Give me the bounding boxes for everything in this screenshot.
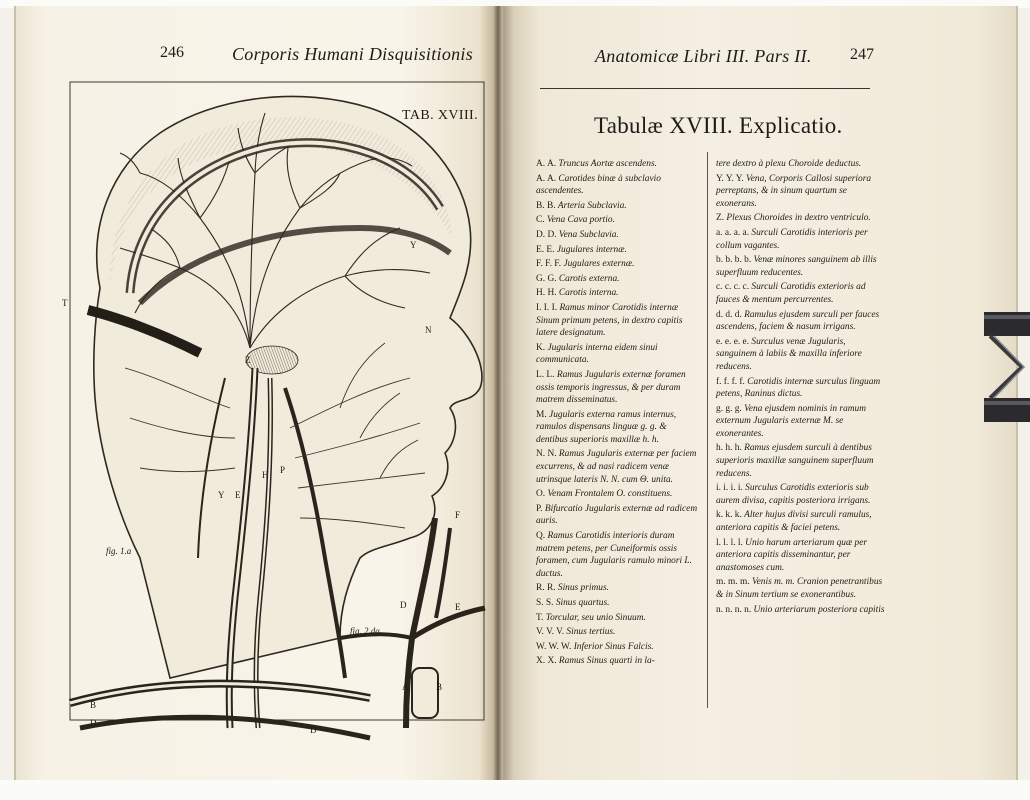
legend-entry-text: Ramus Sinus quarti in la- [558, 656, 655, 667]
legend-entry [716, 309, 888, 334]
legend-entry [536, 448, 700, 486]
figure-two-label: fig. 2.da [350, 626, 380, 636]
legend-entry-text: Jugulares externæ. [563, 259, 635, 270]
legend-right-column [716, 158, 888, 618]
legend-entry-text: Jugularis externa ramus internus, ramulos dispensans linguæ g. g. & dentibus superioris maxillæ h. h. [536, 409, 677, 445]
svg-text:Y: Y [410, 240, 417, 250]
legend-entry-text: Surculus Carotidis exterioris sub aurem divisa, capitis posteriora irrigans. [716, 483, 871, 506]
legend-entry-key: T. [536, 612, 544, 623]
legend-entry-text: Arteria Subclavia. [557, 200, 627, 211]
legend-left-column [536, 158, 700, 670]
legend-entry [716, 281, 888, 306]
svg-text:T: T [62, 298, 68, 308]
legend-entry [716, 336, 888, 374]
svg-text:D: D [400, 600, 407, 610]
legend-entry-text: Bifurcatio Jugularis externæ ad radicem auris. [536, 503, 698, 527]
legend-entry-key: M. [536, 409, 547, 420]
legend-entry [716, 227, 888, 252]
legend-entry-key: E. E. [536, 244, 555, 255]
legend-entry-key: S. S. [536, 598, 554, 608]
legend-entry-key: P. [536, 503, 543, 514]
legend-entry-text: Venis m. m. Cranion penetrantibus & in Sinum tertium se exonerantibus. [716, 577, 883, 600]
legend-entry [536, 214, 700, 227]
legend-entry-text: Carotis interna. [558, 288, 619, 299]
legend-entry-text: Ramus Carotidis interioris duram matrem petens, per Cuneiformis ossis foramen, cum Jugularis ramulo minori L. ductus. [536, 531, 692, 579]
legend-entry-text: Torcular, seu unio Sinuum. [545, 612, 646, 623]
legend-entry-text: Ramus ejusdem surculi à dentibus superioris maxillæ sanguinem superfluum reducens. [716, 443, 874, 479]
binder-clip [984, 312, 1030, 422]
legend-entry [716, 376, 888, 401]
legend-entry-key: i. i. i. i. [716, 483, 743, 494]
book-gutter [493, 6, 503, 796]
legend-entry-key: F. F. F. [536, 259, 562, 270]
legend-entry-text: Vena, Corporis Callosi superiora perreptans, & in sinum quartum se exonerans. [716, 173, 872, 209]
legend-entry-text: Ramus minor Carotidis internæ Sinum primum petens, in dextro capitis latere designatum. [536, 302, 683, 339]
svg-text:H: H [262, 470, 269, 480]
legend-entry-text: Unio arteriarum posteriora capitis [753, 604, 885, 615]
legend-entry [536, 369, 700, 407]
legend-entry-text: Venæ minores sanguinem ab illis superfluum reducentes. [716, 255, 877, 278]
svg-text:B: B [90, 700, 97, 710]
legend-entry-text: Plexus Choroides in dextro ventriculo. [726, 213, 871, 224]
legend-entry [536, 582, 700, 595]
legend-entry-key: b. b. b. b. [716, 255, 752, 266]
legend-entry [536, 342, 700, 367]
legend-entry-key: O. [536, 489, 546, 500]
legend-entry-key: a. a. a. a. [716, 227, 750, 238]
legend-entry-text: Sinus primus. [557, 583, 609, 594]
legend-entry [536, 626, 700, 639]
legend-entry-text: Carotides binæ à subclavio ascendentes. [536, 173, 661, 197]
svg-text:E: E [235, 490, 241, 500]
legend-entry [536, 409, 700, 447]
legend-entry [716, 482, 888, 507]
legend-entry [536, 273, 700, 286]
legend-entry-key: l. l. l. l. [716, 537, 743, 548]
legend-entry-key: K. [536, 342, 546, 353]
left-page-number: 246 [160, 44, 184, 61]
legend-entry [536, 612, 700, 625]
legend-entry [716, 173, 888, 211]
legend-entry-text: Jugularis interna eidem sinui communicata. [536, 342, 658, 366]
legend-entry-key: D. D. [536, 229, 557, 240]
legend-entry-key: X. X. [536, 656, 557, 667]
legend-entry [536, 244, 700, 257]
legend-entry-text: Unio harum arteriarum quæ per anteriora capitis disseminantur, per anastomoses cum. [716, 537, 868, 573]
legend-entry-text: Carotis externa. [558, 273, 620, 284]
legend-entry-key: A. A. [536, 173, 557, 184]
legend-entry-text: Surculi Carotidis interioris per collum vagantes. [716, 227, 868, 251]
legend-entry-key: Y. Y. Y. [716, 173, 744, 184]
legend-entry-text: Sinus tertius. [566, 627, 616, 638]
figure-one-label: fig. 1.a [106, 546, 132, 556]
legend-entry-key: e. e. e. e. [716, 336, 750, 347]
figure-two-trunk [412, 668, 438, 718]
plate-label: TAB. XVIII. [402, 108, 478, 123]
svg-text:Z: Z [245, 355, 251, 365]
legend-entry-key: B. B. [536, 200, 556, 211]
legend-entry-key: h. h. h. [716, 443, 742, 454]
legend-entry-key: f. f. f. f. [716, 376, 745, 387]
right-page-number: 247 [850, 46, 874, 63]
legend-entry-text: Vena Subclavia. [558, 229, 619, 240]
legend-entry-text: Ramus Jugularis externæ foramen ossis temporis ingressus, & per duram matrem disseminatus. [536, 369, 686, 406]
legend-entry [536, 287, 700, 300]
svg-text:E: E [455, 602, 461, 612]
legend-entry [716, 254, 888, 279]
legend-entry [536, 530, 700, 580]
legend-entry [536, 488, 700, 501]
legend-entry-key: N. N. [536, 449, 557, 460]
legend-entry [536, 200, 700, 213]
legend-entry [536, 655, 700, 668]
legend-entry-text: Surculi Carotidis exterioris ad fauces & mentum percurrentes. [716, 282, 866, 305]
svg-text:F: F [455, 510, 461, 520]
legend-entry [536, 158, 700, 171]
legend-entry [536, 258, 700, 271]
left-running-head: Corporis Humani Disquisitionis [232, 44, 474, 64]
legend-entry-key: A. A. [536, 159, 557, 169]
right-running-head: Anatomicæ Libri III. Pars II. [595, 46, 812, 66]
legend-entry-key: C. [536, 215, 545, 226]
legend-entry [716, 537, 888, 575]
legend-entry [716, 509, 888, 534]
legend-entry-key: m. m. m. [716, 577, 750, 588]
legend-entry-key: k. k. k. [716, 510, 742, 521]
legend-entry [716, 212, 888, 225]
legend-entry-key: n. n. n. n. [716, 604, 752, 615]
legend-entry [536, 173, 700, 198]
legend-entry [716, 604, 888, 617]
legend-entry-key: d. d. d. [716, 309, 742, 320]
svg-text:N: N [425, 325, 432, 335]
legend-entry-text: Sinus quartus. [555, 598, 610, 608]
legend-entry-text: Alter hujus divisi surculi ramulus, anteriora capitis & faciei petens. [716, 510, 872, 534]
legend-entry-text: Vena Cava portio. [546, 215, 615, 226]
legend-entry-key: H. H. [536, 288, 557, 299]
legend-entry-text: Truncus Aortæ ascendens. [558, 159, 657, 169]
legend-entry-text: Inferior Sinus Falcis. [573, 641, 654, 652]
legend-entry-text: Surculus venæ Jugularis, sanguinem à labiis & maxilla inferiore reducens. [716, 336, 862, 372]
explanation-title: Tabulæ XVIII. Explicatio. [594, 113, 843, 138]
legend-entry-key: Q. [536, 531, 546, 542]
bottom-edge [0, 780, 1030, 800]
svg-text:D: D [90, 718, 97, 728]
legend-entry-key: c. c. c. c. [716, 282, 750, 293]
legend-entry-text: Carotidis internæ surculus linguam petens, Raninus dictus. [716, 376, 881, 400]
header-rule [540, 88, 870, 89]
legend-entry [716, 158, 888, 171]
legend-entry [536, 641, 700, 654]
legend-entry [716, 403, 888, 441]
legend-entry-key: Z. [716, 213, 725, 224]
legend-entry-text: Jugulares internæ. [556, 244, 627, 255]
legend-entry-text: Vena ejusdem nominis in ramum externum Jugularis externæ M. se exonerantes. [716, 403, 866, 439]
legend-entry-key: W. W. W. [536, 641, 572, 652]
anatomical-plate-illustration [40, 78, 488, 754]
legend-entry [536, 503, 700, 528]
legend-entry [536, 229, 700, 242]
legend-entry-text: Ramulus ejusdem surculi per fauces ascendens, faciem & nasum irrigans. [716, 309, 880, 333]
legend-entry-key: I. I. I. [536, 302, 558, 313]
svg-text:B: B [436, 682, 443, 692]
legend-entry-text: tere dextro à plexu Choroide deductus. [716, 159, 862, 169]
svg-text:A: A [402, 682, 409, 692]
legend-entry-key: R. R. [536, 583, 556, 594]
column-divider [707, 152, 708, 708]
legend-entry [536, 597, 700, 610]
svg-text:D: D [310, 725, 317, 735]
legend-entry-key: G. G. [536, 273, 557, 284]
legend-entry-key: V. V. V. [536, 627, 565, 638]
legend-entry [716, 442, 888, 480]
svg-text:P: P [280, 465, 286, 475]
legend-entry [716, 576, 888, 601]
svg-text:Y: Y [218, 490, 225, 500]
legend-entry-text: Ramus Jugularis externæ per faciem excurrens, & ad nasi radicem venæ utrinsque lateris N. N. cum Θ. unita. [536, 449, 697, 485]
legend-entry-key: g. g. g. [716, 403, 742, 414]
legend-entry-text: Venam Frontalem O. constituens. [547, 489, 673, 500]
legend-entry-key: L. L. [536, 369, 555, 380]
legend-entry [536, 302, 700, 340]
